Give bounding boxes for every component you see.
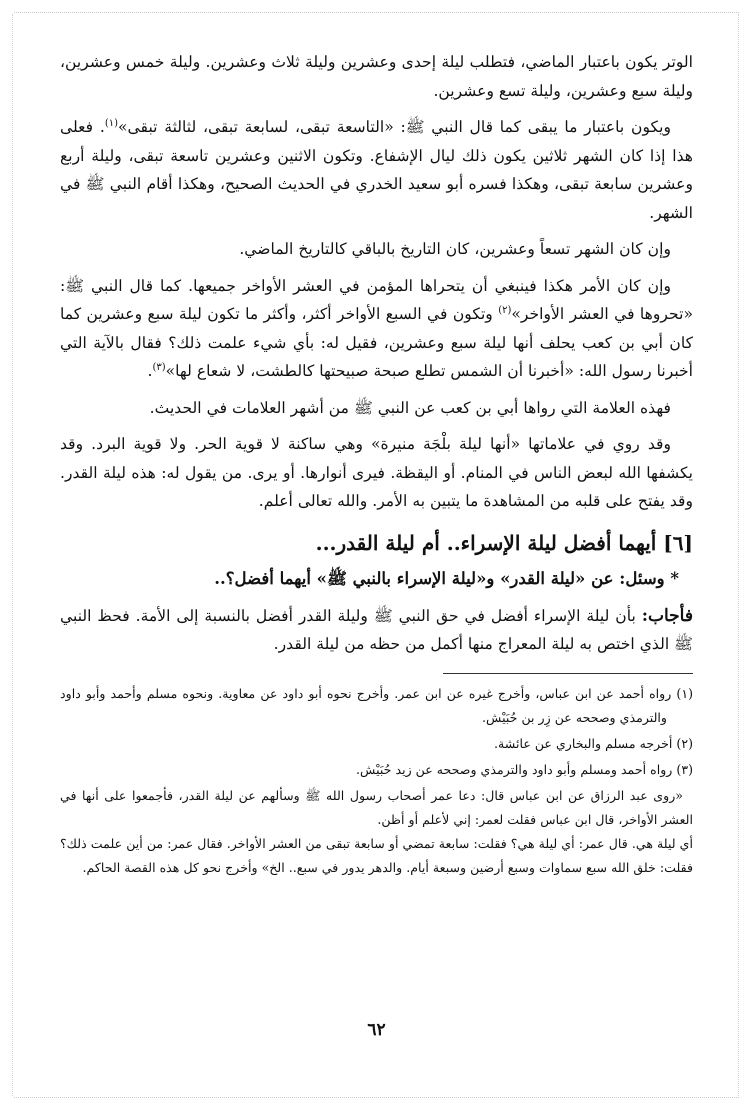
paragraph-1-text: الوتر يكون باعتبار الماضي، فتطلب ليلة إحدى وعشرين وليلة ثلاث وعشرين. وليلة خمس وعشرين، وليلة سبع وعشرين، وليلة تسع وعشرين. bbox=[60, 53, 693, 100]
paragraph-3 bbox=[60, 235, 693, 264]
footnote-ref-2: (٢) bbox=[498, 304, 512, 316]
answer-text: بأن ليلة الإسراء أفضل في حق النبي ﷺ وليلة القدر أفضل بالنسبة إلى الأمة. فحظ النبي ﷺ الذي اختص به ليلة المعراج منها أكمل من حظه من ليلة القدر. bbox=[60, 606, 693, 653]
paragraph-4-text-a: وإن كان الأمر هكذا فينبغي أن يتحراها المؤمن في العشر الأواخر جميعها. كما قال النبي ﷺ: «تحروها في العشر الأواخر» bbox=[60, 276, 693, 323]
paragraph-4-text-b: وتكون في السبع الأواخر أكثر، وأكثر ما تكون ليلة سبع وعشرين كما كان أبي بن كعب يحلف أنها ليلة سبع وعشرين، فقيل له: بأي شيء علمت ذلك؟ فقال بالآية التي أخبرنا رسول الله: «أخبرنا أن الشمس تطلع صبحة صبيحتها كالطشت، لا شعاع لها» bbox=[60, 305, 693, 380]
paragraph-6 bbox=[60, 430, 693, 516]
paragraph-2-text-a: ويكون باعتبار ما يبقى كما قال النبي ﷺ: «التاسعة تبقى، لسابعة تبقى، لثالثة تبقى» bbox=[118, 118, 671, 136]
paragraph-6-text: وقد روي في علاماتها «أنها ليلة بلْجَة منيرة» وهي ساكنة لا قوية الحر. ولا قوية البرد. وقد يكشفها الله لبعض الناس في المنام. أو اليقظة. فيرى أنوارها. أو يرى. من يقول له: هذه ليلة القدر. وقد يفتح على قلبه من المشاهدة ما يتبين به الأمر. والله تعالى أعلم. bbox=[60, 435, 693, 510]
footnote-3: (٣) رواه أحمد ومسلم وأبو داود والترمذي وصححه عن زيد حُبَيْش. bbox=[356, 761, 693, 777]
section-heading: [٦] أيهما أفضل ليلة الإسراء.. أم ليلة القدر... bbox=[315, 530, 693, 555]
section-question: * وسئل: عن «ليلة القدر» و«ليلة الإسراء بالنبي ﷺ» أيهما أفضل؟.. bbox=[214, 568, 679, 588]
page-frame-top bbox=[14, 12, 739, 13]
footnote-quote-1: «روى عبد الرزاق عن ابن عباس قال: دعا عمر أصحاب رسول الله ﷺ وسألهم عن ليلة القدر، فأجمعوا على أنها في العشر الأواخر، قال ابن عباس فقلت لعمر: إني لأعلم أو أظن. bbox=[60, 787, 693, 827]
footnote-ref-3: (٣) bbox=[152, 361, 166, 373]
footnote-2: (٢) أخرجه مسلم والبخاري عن عائشة. bbox=[494, 735, 693, 751]
page-frame-right bbox=[738, 14, 739, 1096]
paragraph-1 bbox=[60, 48, 693, 105]
paragraph-3-text: وإن كان الشهر تسعاً وعشرين، كان التاريخ بالباقي كالتاريخ الماضي. bbox=[239, 240, 671, 258]
paragraph-5-text: فهذه العلامة التي رواها أبي بن كعب عن النبي ﷺ من أشهر العلامات في الحديث. bbox=[149, 398, 671, 417]
page-content bbox=[60, 48, 693, 880]
answer-paragraph bbox=[60, 602, 693, 659]
answer-lead: فأجاب: bbox=[641, 605, 693, 626]
paragraph-4 bbox=[60, 272, 693, 386]
footnote-separator bbox=[443, 673, 693, 674]
footnotes bbox=[60, 682, 693, 880]
paragraph-2-text-b: . فعلى هذا إذا كان الشهر ثلاثين يكون ذلك ليال الإشفاع. وتكون الاثنين وعشرين تاسعة تبقى، وليلة أربع وعشرين سابعة تبقى، وهكذا فسره أبو سعيد الخدري في الحديث الصحيح، وهكذا أقام النبي ﷺ في الشهر. bbox=[60, 118, 693, 222]
paragraph-2 bbox=[60, 113, 693, 227]
page-frame-left bbox=[12, 14, 13, 1096]
paragraph-5 bbox=[60, 394, 693, 423]
footnote-quote-2: أي ليلة هي. قال عمر: أي ليلة هي؟ فقلت: سابعة تمضي أو سابعة تبقى من العشر الأواخر. فقال عمر: من أين علمت ذلك؟ فقلت: خلق الله سبع سماوات وسبع أرضين وسبعة أيام. والدهر يدور في سبع.. الخ» وأخرج نحو كل هذه القصة الحاكم. bbox=[60, 835, 693, 875]
footnote-ref-1: (١) bbox=[104, 117, 119, 129]
paragraph-4-text-c: . bbox=[147, 362, 153, 380]
page-frame-bottom bbox=[14, 1097, 739, 1098]
page-number: ٦٢ bbox=[367, 1020, 386, 1040]
footnote-1: (١) رواه أحمد عن ابن عباس، وأخرج غيره عن ابن عمر. وأخرج نحوه أبو داود عن معاوية. ونحوه مسلم وأحمد وأبو داود والترمذي وصححه عن زِر بن حُبَيْش. bbox=[60, 685, 693, 725]
